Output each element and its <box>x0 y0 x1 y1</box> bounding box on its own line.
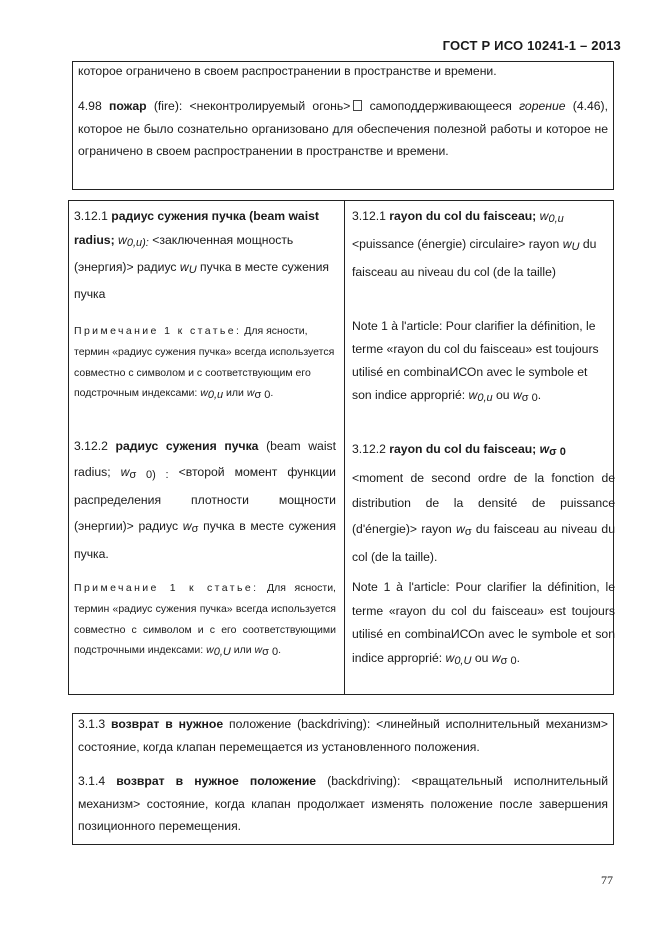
entry-box-backdriving <box>72 713 614 845</box>
standard-header: ГОСТ Р ИСО 10241-1 – 2013 <box>442 38 621 53</box>
ru-entry-3-12-1: 3.12.1 радиус сужения пучка (beam waist radius; w0,u): <заключенная мощность (энергия)> радиус wU пучка в месте сужения пучка <box>74 209 329 301</box>
term-fire: пожар <box>108 99 147 113</box>
page-number: 77 <box>601 873 613 887</box>
ru-entry-3-12-2: 3.12.2 радиус сужения пучка (beam waist radius; wσ 0) : <второй момент функции распределения плотности мощности (энергии)> радиус wσ пучка в месте сужения пучка. <box>74 439 337 561</box>
column-divider <box>344 201 345 694</box>
bilingual-table <box>68 200 614 695</box>
continuation-line: которое ограничено в своем распространении в пространстве и времени. <box>78 64 497 78</box>
entry-3-1-4: 3.1.4 возврат в нужное положение (backdriving): <вращательный исполнительный механизм> состояние, когда клапан продолжает изменять положение после завершения позиционного перемещения. <box>78 774 609 833</box>
missing-glyph-icon <box>353 100 362 111</box>
entry-box-fire <box>72 61 614 190</box>
fr-entry-3-12-2: 3.12.2 rayon du col du faisceau; wσ 0 <moment de second ordre de la fonction de distribution de la densité de puissance (d'énergie)> rayon wσ du faisceau au niveau du col (de la taille). <box>352 442 615 564</box>
ru-note-2: Примечание 1 к статье: Для ясности, термин «радиус сужения пучка» всегда используется совместно с символом и с его соответствующими подстрочными индексами: w0,U или wσ 0. <box>74 582 336 659</box>
fr-note-1: Note 1 à l'article: Pour clarifier la définition, le terme «rayon du col du faisceau» est toujours utilisé en combinaИСОn avec le symbole et son indice approprié: w0,u ou wσ 0. <box>352 319 599 404</box>
ru-note-1: Примечание 1 к статье: Для ясности, термин «радиус сужения пучка» всегда используется совместно с символом и с соответствующим его подстрочным индексами: w0,u или wσ 0. <box>74 325 335 402</box>
entry-3-1-3: 3.1.3 возврат в нужное положение (backdriving): <линейный исполнительный механизм> состояние, когда клапан перемещается из установленного положения. <box>78 717 608 754</box>
fr-entry-3-12-1: 3.12.1 rayon du col du faisceau; w0,u <puissance (énergie) circulaire> rayon wU du faisceau au niveau du col (de la taille) <box>352 209 597 279</box>
entry-fire: 4.98 пожар (fire): <неконтролируемый огонь> самоподдерживающееся горение (4.46), которое не было сознательно организовано для обеспечения полезной работы и которое не ограничено в своем распространении в пространстве и времени. <box>78 99 608 158</box>
fr-note-2: Note 1 à l'article: Pour clarifier la définition, le terme «rayon du col du faisceau» est toujours utilisé en combinaИСОn avec le symbole et son indice approprié: w0,U ou wσ 0. <box>352 580 615 667</box>
